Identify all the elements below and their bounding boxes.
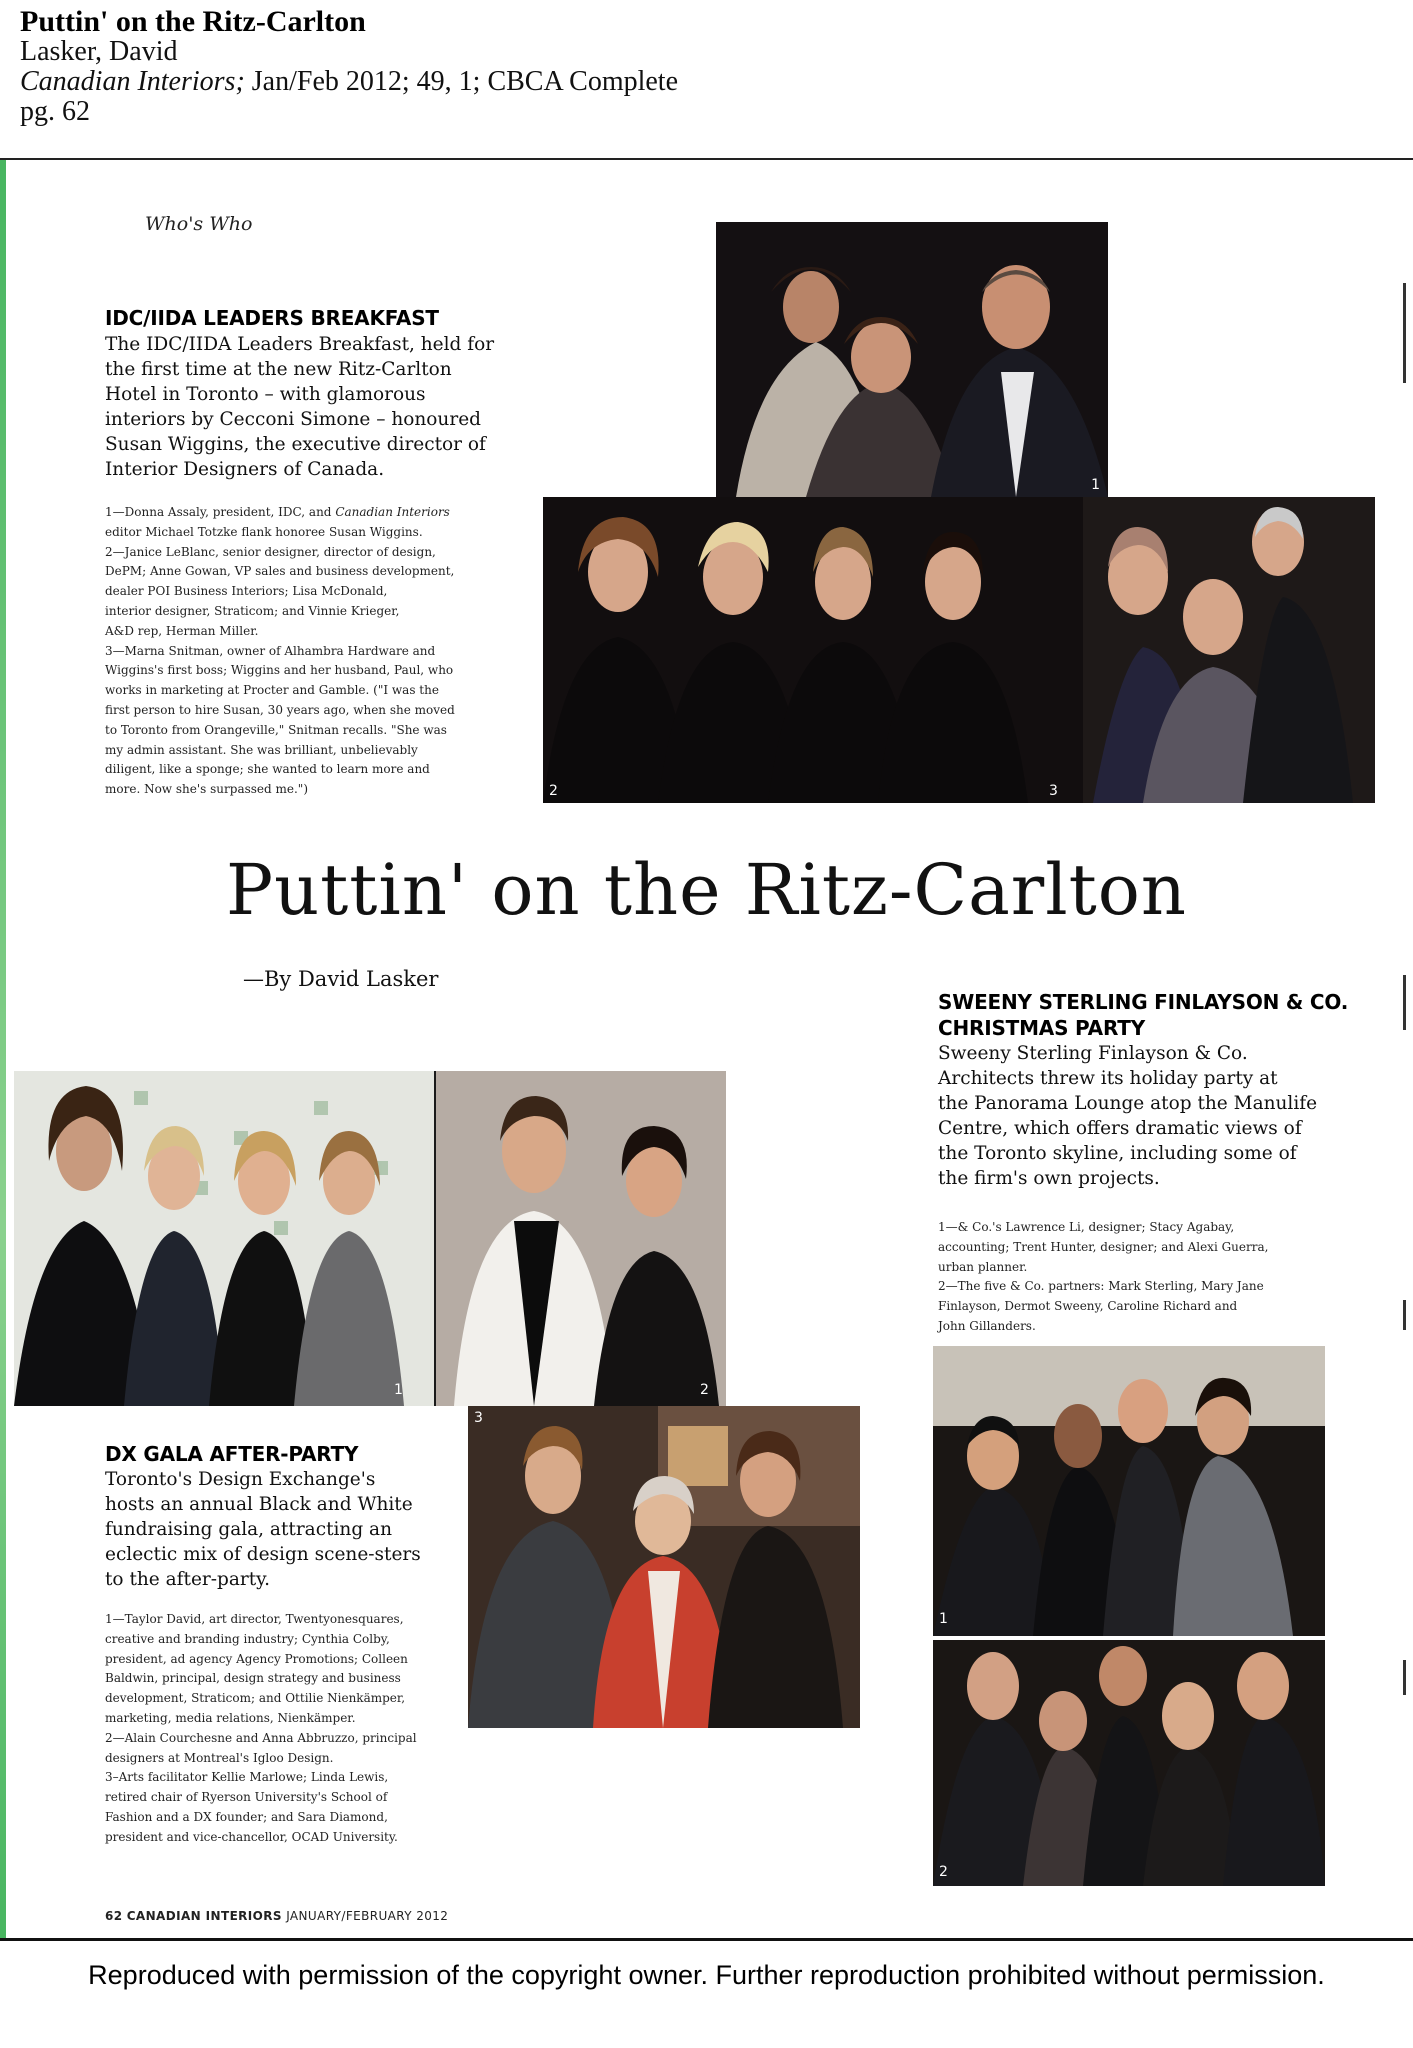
idc-caption-line: my admin assistant. She was brilliant, unbelievably bbox=[105, 742, 418, 757]
dx-photo-3-image bbox=[468, 1406, 860, 1728]
scan-edge bbox=[0, 160, 6, 1940]
idc-captions bbox=[105, 503, 505, 800]
dx-caption-line: president and vice-chancellor, OCAD University. bbox=[105, 1829, 398, 1844]
dx-photo-3 bbox=[468, 1406, 860, 1728]
idc-lead-line: Susan Wiggins, the executive director of bbox=[105, 434, 486, 455]
idc-caption-line: to Toronto from Orangeville," Snitman recalls. "She was bbox=[105, 722, 447, 737]
sweeny-caption-line: 2—The five & Co. partners: Mark Sterling, Mary Jane bbox=[938, 1279, 1264, 1294]
idc-lead-line: The IDC/IIDA Leaders Breakfast, held for bbox=[105, 334, 495, 355]
sweeny-captions bbox=[938, 1218, 1338, 1337]
dx-caption-line: retired chair of Ryerson University's School of bbox=[105, 1790, 388, 1805]
idc-lead bbox=[105, 332, 505, 482]
citation-page: pg. 62 bbox=[20, 96, 90, 127]
photo-number: 3 bbox=[1049, 783, 1058, 799]
sweeny-caption-line: urban planner. bbox=[938, 1259, 1028, 1274]
sweeny-heading-line: SWEENY STERLING FINLAYSON & CO. bbox=[938, 990, 1349, 1014]
dx-caption-line: Fashion and a DX founder; and Sara Diamond, bbox=[105, 1809, 388, 1824]
citation-author: Lasker, David bbox=[20, 36, 178, 67]
sweeny-photos bbox=[933, 1346, 1325, 1886]
sweeny-lead-line: Sweeny Sterling Finlayson & Co. bbox=[938, 1043, 1248, 1064]
scan-mark bbox=[1403, 283, 1406, 383]
citation-journal: Canadian Interiors; bbox=[20, 66, 245, 97]
sweeny-photos-image bbox=[933, 1346, 1325, 1886]
idc-caption-line: diligent, like a sponge; she wanted to learn more and bbox=[105, 762, 430, 777]
footer-issue: JANUARY/FEBRUARY 2012 bbox=[286, 1909, 449, 1923]
idc-photo-1 bbox=[716, 222, 1108, 497]
idc-photo-1-image bbox=[716, 222, 1108, 497]
sweeny-lead-line: the Panorama Lounge atop the Manulife bbox=[938, 1093, 1318, 1114]
dx-caption-line: designers at Montreal's Igloo Design. bbox=[105, 1750, 334, 1765]
sweeny-caption-line: accounting; Trent Hunter, designer; and Alexi Guerra, bbox=[938, 1239, 1269, 1254]
sweeny-heading-line: CHRISTMAS PARTY bbox=[938, 1016, 1145, 1040]
dx-lead bbox=[105, 1467, 455, 1592]
idc-caption-line: DePM; Anne Gowan, VP sales and business development, bbox=[105, 564, 455, 579]
idc-caption-line: Wiggins's first boss; Wiggins and her husband, Paul, who bbox=[105, 663, 454, 678]
byline: —By David Lasker bbox=[243, 967, 439, 991]
idc-lead-line: Interior Designers of Canada. bbox=[105, 459, 385, 480]
dx-photo-1-2-image bbox=[14, 1071, 726, 1406]
dx-lead-line: fundraising gala, attracting an bbox=[105, 1519, 393, 1540]
idc-caption-text: 1—Donna Assaly, president, IDC, and bbox=[105, 505, 332, 519]
photo-number: 2 bbox=[700, 1382, 709, 1398]
sweeny-lead-line: Centre, which offers dramatic views of bbox=[938, 1118, 1302, 1139]
bottom-rule bbox=[0, 1938, 1413, 1941]
citation-title: Puttin' on the Ritz-Carlton bbox=[20, 5, 366, 38]
sweeny-lead bbox=[938, 1041, 1338, 1191]
photo-number: 1 bbox=[1091, 477, 1100, 493]
idc-heading: IDC/IIDA LEADERS BREAKFAST bbox=[105, 306, 439, 330]
dx-heading: DX GALA AFTER-PARTY bbox=[105, 1442, 359, 1466]
idc-caption-line: A&D rep, Herman Miller. bbox=[105, 623, 259, 638]
photo-number: 3 bbox=[474, 1410, 483, 1426]
idc-lead-line: interiors by Cecconi Simone – honoured bbox=[105, 409, 481, 430]
photo-number: 1 bbox=[394, 1382, 403, 1398]
citation-source bbox=[20, 67, 678, 97]
idc-caption-line: more. Now she's surpassed me.") bbox=[105, 782, 309, 797]
idc-lead-line: the first time at the new Ritz-Carlton bbox=[105, 359, 452, 380]
idc-caption-line: 2—Janice LeBlanc, senior designer, director of design, bbox=[105, 544, 436, 559]
idc-lead-line: Hotel in Toronto – with glamorous bbox=[105, 384, 426, 405]
article-headline: Puttin' on the Ritz-Carlton bbox=[225, 849, 1188, 931]
page-footer bbox=[105, 1909, 448, 1923]
idc-caption-line: first person to hire Susan, 30 years ago, when she moved bbox=[105, 702, 455, 717]
photo-number: 2 bbox=[549, 783, 558, 799]
dx-lead-line: eclectic mix of design scene-sters bbox=[105, 1544, 421, 1565]
dx-captions bbox=[105, 1610, 465, 1848]
idc-photo-2-3 bbox=[543, 497, 1375, 803]
dx-caption-line: Baldwin, principal, design strategy and business bbox=[105, 1671, 401, 1686]
footer-page-number: 62 bbox=[105, 1909, 123, 1923]
dx-caption-line: marketing, media relations, Nienkämper. bbox=[105, 1710, 356, 1725]
scan-mark bbox=[1403, 975, 1406, 1030]
dx-lead-line: to the after-party. bbox=[105, 1569, 271, 1590]
sweeny-caption-line: Finlayson, Dermot Sweeny, Caroline Richard and bbox=[938, 1299, 1238, 1314]
idc-caption-line: editor Michael Totzke flank honoree Susan Wiggins. bbox=[105, 524, 423, 539]
permission-notice: Reproduced with permission of the copyright owner. Further reproduction prohibited without permission. bbox=[88, 1960, 1325, 1990]
dx-caption-line: 1—Taylor David, art director, Twentyonesquares, bbox=[105, 1612, 404, 1626]
sweeny-lead-line: the firm's own projects. bbox=[938, 1168, 1160, 1189]
sweeny-caption-line: 1—& Co.'s Lawrence Li, designer; Stacy Agabay, bbox=[938, 1220, 1235, 1234]
photo-number: 1 bbox=[939, 1611, 948, 1627]
dx-caption-line: development, Straticom; and Ottilie Nienkämper, bbox=[105, 1691, 406, 1706]
idc-caption-line: interior designer, Straticom; and Vinnie Krieger, bbox=[105, 603, 400, 618]
idc-caption-line: dealer POI Business Interiors; Lisa McDonald, bbox=[105, 584, 388, 599]
idc-caption-italic: Canadian Interiors bbox=[335, 505, 450, 519]
dx-lead-line: hosts an annual Black and White bbox=[105, 1494, 413, 1515]
top-rule bbox=[0, 158, 1413, 160]
sweeny-lead-line: Architects threw its holiday party at bbox=[938, 1068, 1278, 1089]
idc-caption-line bbox=[105, 503, 505, 523]
sweeny-lead-line: the Toronto skyline, including some of bbox=[938, 1143, 1297, 1164]
idc-caption-line: works in marketing at Procter and Gamble. ("I was the bbox=[105, 683, 439, 698]
dx-caption-line: creative and branding industry; Cynthia Colby, bbox=[105, 1631, 390, 1646]
scan-mark bbox=[1403, 1300, 1406, 1330]
dx-caption-line: president, ad agency Agency Promotions; Colleen bbox=[105, 1651, 408, 1666]
sweeny-heading bbox=[938, 989, 1348, 1041]
idc-photo-2-3-image bbox=[543, 497, 1375, 803]
photo-number: 2 bbox=[939, 1864, 948, 1880]
dx-caption-line: 3–Arts facilitator Kellie Marlowe; Linda Lewis, bbox=[105, 1770, 389, 1785]
footer-magazine: CANADIAN INTERIORS bbox=[126, 1909, 282, 1923]
citation-issue: Jan/Feb 2012; 49, 1; CBCA Complete bbox=[251, 66, 679, 97]
dx-caption-line: 2—Alain Courchesne and Anna Abbruzzo, principal bbox=[105, 1730, 417, 1745]
dx-lead-line: Toronto's Design Exchange's bbox=[105, 1469, 376, 1490]
dx-photo-1-2 bbox=[14, 1071, 726, 1406]
idc-caption-line: 3—Marna Snitman, owner of Alhambra Hardware and bbox=[105, 643, 436, 658]
scan-mark bbox=[1403, 1660, 1406, 1695]
section-label: Who's Who bbox=[145, 213, 253, 235]
sweeny-caption-line: John Gillanders. bbox=[938, 1318, 1036, 1333]
